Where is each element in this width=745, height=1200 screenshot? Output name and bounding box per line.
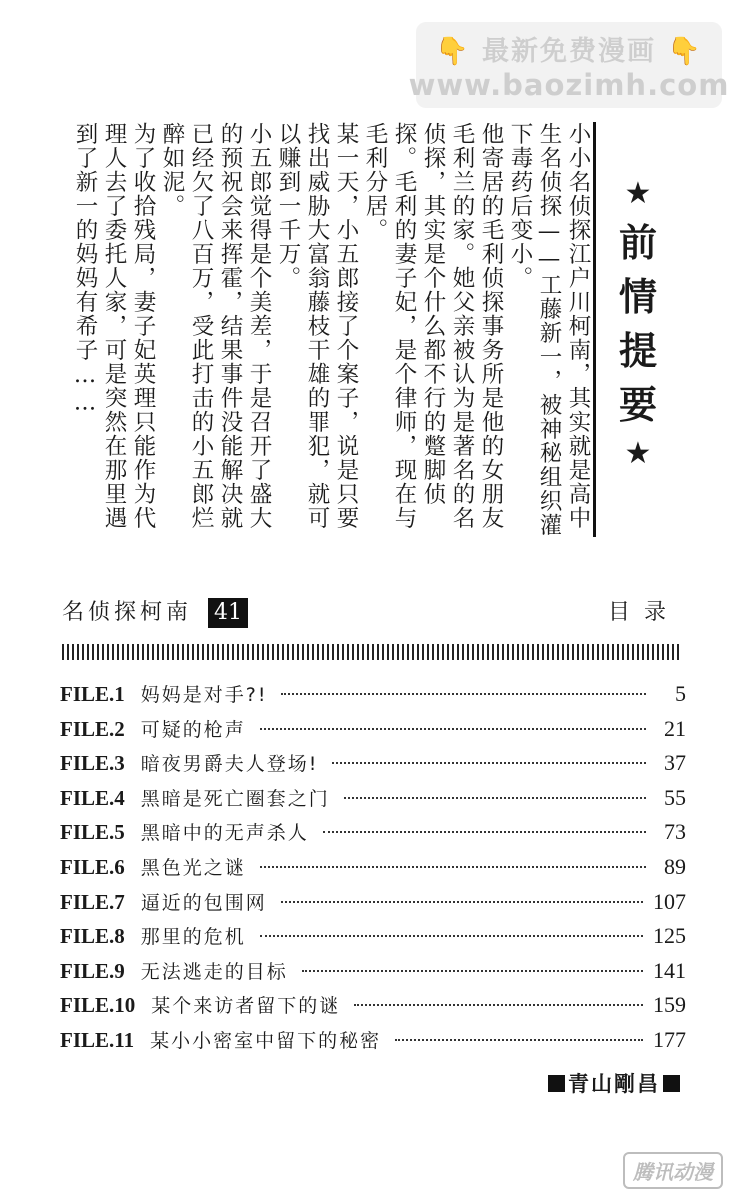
- toc-entry: [60, 957, 686, 992]
- toc-entry: [60, 784, 686, 819]
- file-number: FILE.9: [60, 958, 125, 983]
- page-number: 21: [664, 715, 686, 741]
- file-number: FILE.1: [60, 682, 125, 706]
- summary-paragraph: 为了收拾残局，妻子妃英理只能作为代理人去了委托人家，可是突然在那里遇到了新一的妈妈有希子……: [72, 122, 156, 530]
- toc-entry: [60, 1026, 686, 1061]
- file-number: FILE.8: [60, 924, 125, 949]
- file-title: 黑色光之谜: [140, 856, 246, 879]
- series-title: 名侦探柯南: [62, 600, 193, 625]
- square-icon: [663, 1075, 680, 1092]
- watermark-url: www.baozimh.com: [408, 67, 730, 102]
- toc-label: 目录: [607, 600, 680, 625]
- pointing-hand-icon: 👇: [434, 35, 471, 67]
- page-number: 159: [653, 992, 686, 1018]
- toc-entry: [60, 888, 686, 923]
- summary-text: [70, 122, 592, 547]
- toc-entry: [60, 922, 686, 957]
- page-number: 141: [653, 957, 686, 983]
- file-number: FILE.2: [60, 716, 125, 741]
- dot-leader: [344, 797, 646, 799]
- summary-paragraph: 小小名侦探江户川柯南，其实就是高中生名侦探——工藤新一，被神秘组织灌下毒药后变小。: [507, 122, 591, 537]
- story-summary: [62, 122, 592, 547]
- file-number: FILE.6: [60, 854, 125, 879]
- watermark: [408, 22, 730, 108]
- dot-leader: [332, 762, 646, 764]
- pointing-hand-icon: 👇: [667, 35, 704, 67]
- summary-paragraph: 他寄居的毛利侦探事务所是他的女朋友毛利兰的家。她父亲被认为是著名的名侦探，其实是个什么都不行的蹩脚侦探。毛利的妻子妃，是个律师，现在与毛利分居。: [362, 122, 504, 530]
- file-title: 某个来访者留下的谜: [151, 995, 341, 1018]
- file-title: 可疑的枪声: [140, 718, 246, 741]
- dot-leader: [395, 1039, 643, 1041]
- summary-paragraph: 某一天，小五郎接了个案子，说是只要找出威胁大富翁藤枝干雄的罪犯，就可以赚到一千万。: [275, 122, 359, 530]
- star-icon: ★: [624, 436, 652, 471]
- summary-heading: ★ 前 情 提 要 ★: [608, 172, 668, 476]
- star-icon: ★: [624, 176, 652, 211]
- author-credit: 青山剛昌: [545, 1068, 683, 1098]
- square-icon: [548, 1075, 565, 1092]
- page-number: 73: [664, 819, 686, 845]
- publisher-logo: 腾讯动漫: [623, 1152, 723, 1189]
- file-number: FILE.4: [60, 785, 125, 810]
- file-title: 黑暗是死亡圈套之门: [140, 787, 330, 810]
- dot-leader: [260, 935, 643, 937]
- page-number: 177: [653, 1026, 686, 1052]
- toc-header: [62, 598, 686, 634]
- watermark-title: 👇 最新免费漫画 👇: [434, 35, 704, 67]
- volume-badge: 41: [208, 598, 248, 628]
- page-number: 37: [664, 750, 686, 776]
- page-number: 55: [664, 784, 686, 810]
- file-title: 那里的危机: [140, 926, 246, 949]
- dot-leader: [354, 1004, 643, 1006]
- dot-leader: [323, 831, 646, 833]
- file-number: FILE.5: [60, 820, 125, 845]
- file-title: 妈妈是对手?!: [140, 684, 268, 706]
- file-title: 无法逃走的目标: [140, 960, 288, 983]
- toc-entry: [60, 680, 686, 715]
- file-title: 某小小密室中留下的秘密: [150, 1029, 382, 1052]
- page-number: 89: [664, 853, 686, 879]
- page-number: 107: [653, 888, 686, 914]
- summary-paragraph: 小五郎觉得是个美差，于是召开了盛大的预祝会来挥霍，结果事件没能解决就已经欠了八百万，受此打击的小五郎烂醉如泥。: [159, 122, 272, 530]
- file-title: 暗夜男爵夫人登场!: [140, 753, 319, 776]
- file-title: 逼近的包围网: [140, 891, 267, 914]
- toc-entry: [60, 991, 686, 1026]
- file-number: FILE.11: [60, 1027, 135, 1052]
- tick-divider: [62, 644, 682, 660]
- page-number: 125: [653, 923, 686, 949]
- file-number: FILE.10: [60, 993, 136, 1018]
- dot-leader: [260, 728, 646, 730]
- dot-leader: [302, 970, 643, 972]
- file-number: FILE.3: [60, 751, 125, 776]
- toc-entry: [60, 715, 686, 750]
- toc-entry: [60, 818, 686, 853]
- dot-leader: [281, 693, 646, 695]
- file-title: 黑暗中的无声杀人: [140, 822, 309, 845]
- file-number: FILE.7: [60, 889, 125, 914]
- table-of-contents: [60, 680, 686, 1061]
- toc-entry: [60, 853, 686, 888]
- dot-leader: [281, 901, 643, 903]
- toc-entry: [60, 749, 686, 784]
- dot-leader: [260, 866, 646, 868]
- heading-divider: [593, 122, 596, 537]
- page-number: 5: [675, 681, 686, 706]
